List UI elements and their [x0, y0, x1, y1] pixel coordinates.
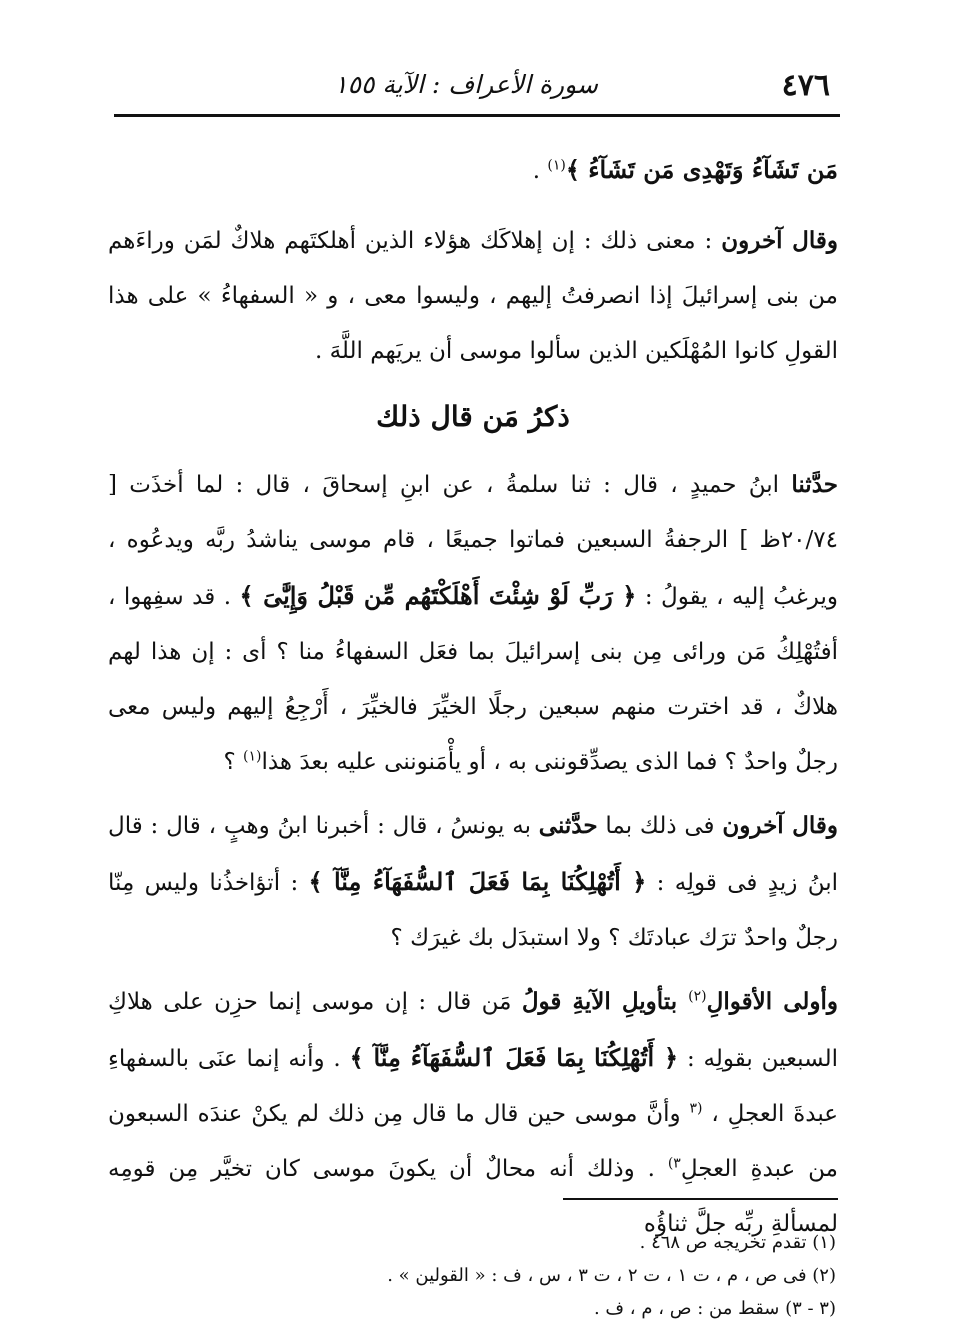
footnote: (١) تقدم تخريجه ص ٤٦٨ . [639, 1232, 836, 1253]
paragraph-text: مَن قال : إن موسى إنما حزِن على هلاكِ السبعين بقولِه : [108, 989, 838, 1072]
footnote-ref: (١) [242, 748, 262, 765]
paragraph-text: . [532, 158, 548, 184]
page-number: ٤٧٦ [781, 68, 830, 103]
bold-lead: حدَّثنا [791, 471, 838, 498]
paragraph-text: به يونسُ ، قال : أخبرنا ابنُ وهبٍ ، قال : قال ابنُ زيدٍ فى قولِه : [108, 813, 838, 896]
bold-lead: وقال آخرون [722, 812, 839, 839]
bold-lead: وأولى الأقوالِ [706, 988, 838, 1015]
paragraph-text: ؟ [223, 749, 243, 775]
paragraph-text: فى ذلك بما [597, 813, 723, 839]
section-heading: ذكرُ مَن قال ذلك [376, 400, 570, 433]
quran-verse: ﴿ رَبِّ لَوْ شِئْتَ أَهْلَكْتَهُم مِّن قَبْلُ وَإِيَّٰىَ ﴾ [239, 581, 637, 610]
paragraph-5 [108, 974, 838, 1252]
paragraph-text: : أتؤاخذُنا وليس مِنّا رجلٌ واحدٌ ترَك عبادتَك ؟ ولا استبدَل بك غيرَك ؟ [108, 870, 838, 951]
paragraph-text: . وذلك أنه محالٌ أن يكونَ موسى كان تخيَّر مِن قومِه لمسألةِ ربِّه جلَّ ثناؤُه [108, 1156, 838, 1237]
bold-word: حدَّثنى [538, 812, 598, 839]
paragraph-text: ابنُ حميدٍ ، قال : ثنا سلمةُ ، عن ابنِ إسحاقَ ، قال : لما أخذَت [ ٢٠/٧٤ظ ] الرجفةُ السبعين فماتوا جميعًا ، قام موسى يناشدُ ربَّه ويدعُوه ، ويرغبُ إليه ، يقولُ : [108, 472, 838, 610]
paragraph-text: : معنى ذلك : إن إهلاكَك هؤلاء الذين أهلكتَهم هلاكٌ لمَن وراءَهم من بنى إسرائيلَ إذا انصرفتُ إليهم ، وليسوا معى ، و « السفهاءُ » على هذا القولِ كانوا المُهْلَكين الذين سألوا موسى أن يريَهم اللَّهَ . [108, 228, 838, 364]
paragraph-text: . قد سفِهوا ، أفتُهْلِكُ مَن ورائى مِن بنى إسرائيلَ بما فعَل السفهاءُ منا ؟ أى : إن هذا لهم هلاكٌ ، قد اخترت منهم سبعين رجلًا الخيِّرَ فالخيِّرَ ، أَرْجِعُ إليهم وليس معى رجلٌ واحدٌ ؟ فما الذى يصدِّقوننى به ، أو يأْمَنوننى عليه بعدَ هذا [108, 584, 838, 775]
quran-verse: ﴿ أَتُهْلِكُنَا بِمَا فَعَلَ ٱلسُّفَهَآءُ مِنَّآ ﴾ [308, 867, 647, 896]
footnotes [136, 1226, 836, 1325]
page-header [112, 66, 838, 106]
footnote-ref: ٣) [667, 1155, 681, 1172]
bold-lead: وقال آخرون [721, 227, 838, 254]
main-text [108, 142, 838, 1260]
paragraph-text: وأنَّ موسى حين قال ما قال مِن ذلك لم يكنْ عندَه السبعون من عبدةِ العجلِ [108, 1101, 838, 1182]
paragraph-2 [108, 213, 838, 379]
running-title: سورة الأعراف : الآية ١٥٥ [334, 70, 598, 99]
paragraph-text: . وأنه إنما عنَى بالسفهاءِ عبدةَ العجلِ ، [108, 1046, 839, 1127]
footnote: (٢) فى ص ، م ، ت ١ ، ت ٢ ، ت ٣ ، س ، ف : « القولين » . [387, 1265, 836, 1286]
footnote-rule [563, 1198, 838, 1200]
footnote: (٣ - ٣) سقط من : ص ، م ، ف . [593, 1298, 836, 1319]
footnote-ref: (١) [547, 157, 566, 174]
quran-verse: مَن تَشَآءُ وَتَهْدِى مَن تَشَآءُ ﴾ [565, 155, 838, 184]
paragraph-1 [108, 142, 838, 199]
bold-phrase: بتأويلِ الآيةِ قولُ [521, 988, 689, 1015]
footnote-ref: (٢) [688, 988, 707, 1005]
footnote-ref: (٣ [689, 1100, 703, 1117]
paragraph-4 [108, 798, 838, 966]
quran-verse: ﴿ أَتُهْلِكُنَا بِمَا فَعَلَ ٱلسُّفَهَآءُ مِنَّآ ﴾ [349, 1043, 679, 1072]
header-rule [114, 114, 840, 117]
paragraph-3 [108, 457, 838, 790]
